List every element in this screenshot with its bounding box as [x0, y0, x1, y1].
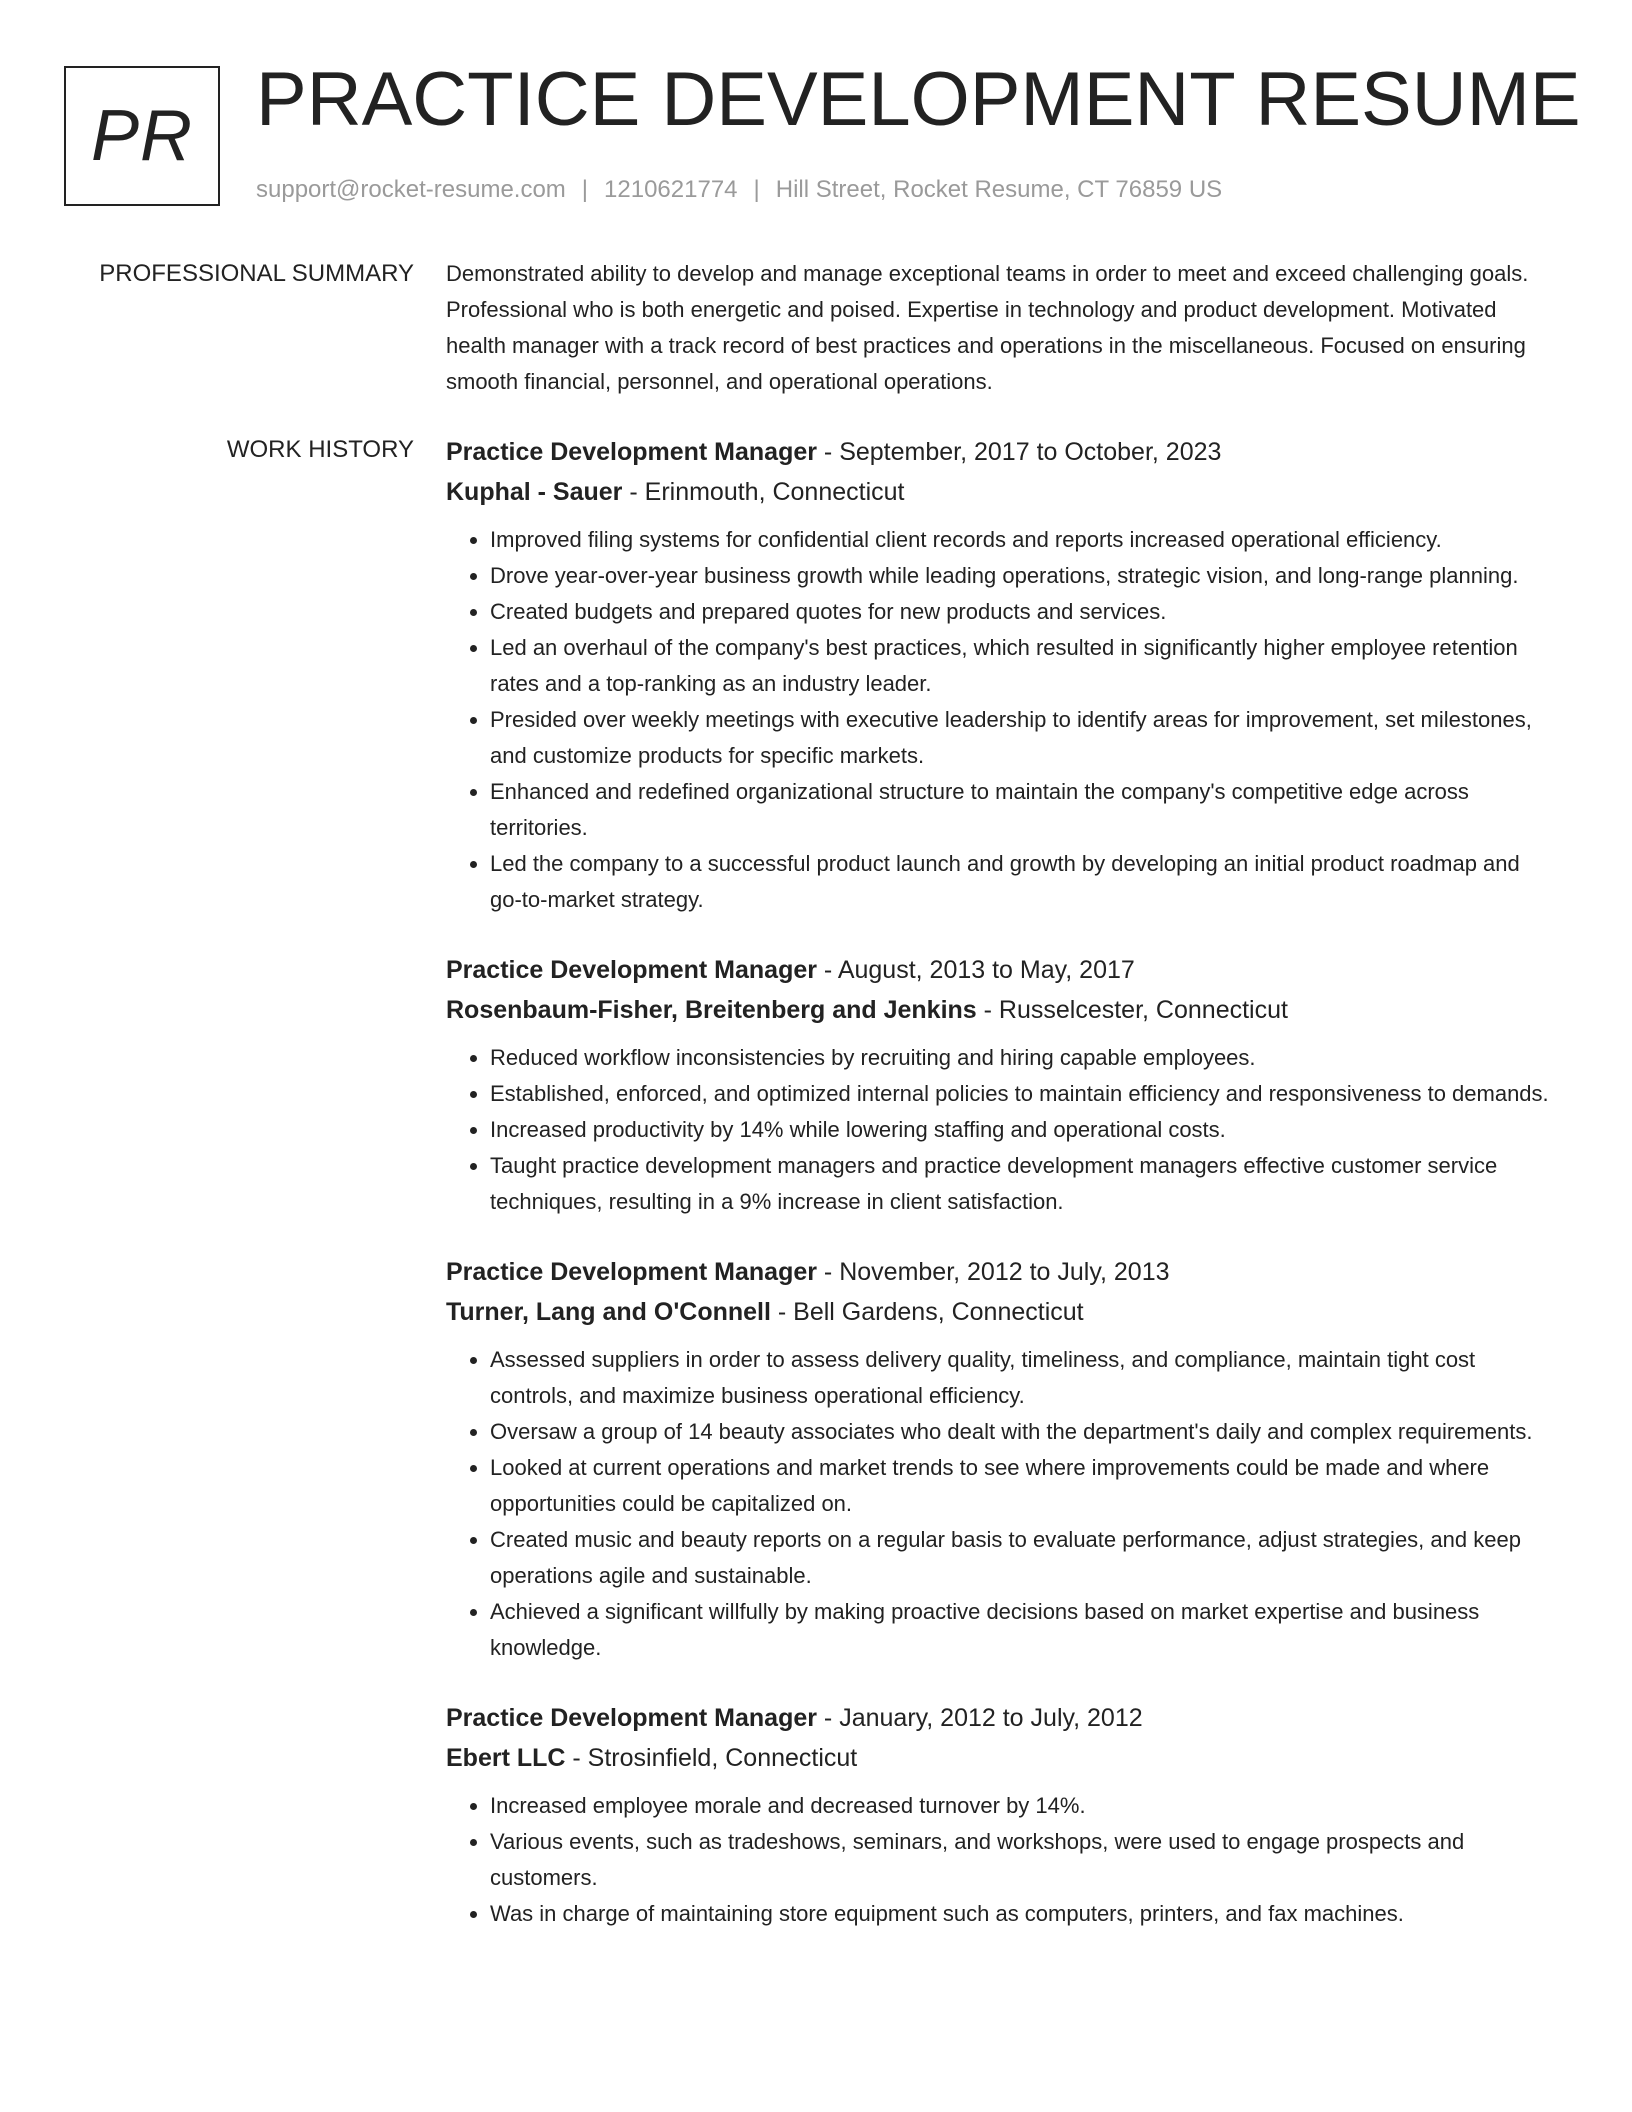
- job-company: Turner, Lang and O'Connell: [446, 1298, 771, 1326]
- job-location: - Erinmouth, Connecticut: [622, 478, 905, 506]
- job-location: - Russelcester, Connecticut: [976, 996, 1288, 1024]
- job-bullet: • Increased employee morale and decreased turnover by 14%.: [490, 1788, 1556, 1824]
- work-history-label: WORK HISTORY: [226, 436, 414, 463]
- job-bullet: • Led the company to a successful product launch and growth by developing an initial product roadmap and go-to-market strategy.: [490, 846, 1556, 918]
- job-dates: - August, 2013 to May, 2017: [816, 956, 1135, 984]
- job-title-line: [446, 1698, 1556, 1738]
- job-entry: [446, 950, 1556, 1220]
- job-bullet: • Drove year-over-year business growth while leading operations, strategic vision, and long-range planning.: [490, 558, 1556, 594]
- job-bullets: [446, 1788, 1556, 1932]
- job-bullet: • Reduced workflow inconsistencies by recruiting and hiring capable employees.: [490, 1040, 1556, 1076]
- job-bullets: [446, 1342, 1556, 1666]
- job-entry: [446, 432, 1556, 918]
- job-bullet: • Looked at current operations and market trends to see where improvements could be made and where opportunities could be capitalized on.: [490, 1450, 1556, 1522]
- job-bullet: • Led an overhaul of the company's best practices, which resulted in significantly higher employee retention rates and a top-ranking as an industry leader.: [490, 630, 1556, 702]
- work-history-body: [446, 432, 1556, 1964]
- contact-line: [256, 174, 1222, 206]
- job-bullet: • Created music and beauty reports on a regular basis to evaluate performance, adjust strategies, and keep operations agile and sustainable.: [490, 1522, 1556, 1594]
- monogram-initials: PR: [90, 96, 194, 176]
- job-bullets: [446, 522, 1556, 918]
- job-company-line: [446, 1738, 1556, 1778]
- job-title-line: [446, 432, 1556, 472]
- job-bullet: • Improved filing systems for confidential client records and reports increased operational efficiency.: [490, 522, 1556, 558]
- job-dates: - November, 2012 to July, 2013: [816, 1258, 1170, 1286]
- job-bullet: • Enhanced and redefined organizational structure to maintain the company's competitive edge across territories.: [490, 774, 1556, 846]
- contact-separator: |: [581, 176, 589, 203]
- contact-separator: |: [753, 176, 760, 203]
- resume-title: PRACTICE DEVELOPMENT RESUME: [256, 57, 1581, 142]
- job-title: Practice Development Manager: [446, 438, 817, 466]
- job-title-line: [446, 1252, 1556, 1292]
- job-company-line: [446, 990, 1556, 1030]
- job-entry: [446, 1252, 1556, 1666]
- job-bullet: • Taught practice development managers and practice development managers effective customer service techniques, resulting in a 9% increase in client satisfaction.: [490, 1148, 1556, 1220]
- job-company: Kuphal - Sauer: [446, 478, 623, 506]
- job-title: Practice Development Manager: [446, 1258, 817, 1286]
- job-bullet: • Increased productivity by 14% while lowering staffing and operational costs.: [490, 1112, 1556, 1148]
- job-company: Ebert LLC: [446, 1744, 566, 1772]
- job-dates: - January, 2012 to July, 2012: [816, 1704, 1143, 1732]
- job-bullet: • Assessed suppliers in order to assess delivery quality, timeliness, and compliance, maintain tight cost controls, and maximize business operational efficiency.: [490, 1342, 1556, 1414]
- summary-text: Demonstrated ability to develop and manage exceptional teams in order to meet and exceed challenging goals. Professional who is both energetic and poised. Expertise in technology and product development. Motivated health manager with a track record of best practices and operations in the miscellaneous. Focused on ensuring smooth financial, personnel, and operational operations.: [446, 261, 1529, 394]
- contact-email: support@rocket-resume.com: [256, 176, 566, 203]
- job-location: - Strosinfield, Connecticut: [565, 1744, 858, 1772]
- job-location: - Bell Gardens, Connecticut: [770, 1298, 1084, 1326]
- job-company: Rosenbaum-Fisher, Breitenberg and Jenkins: [446, 996, 977, 1024]
- job-bullet: • Established, enforced, and optimized internal policies to maintain efficiency and responsiveness to demands.: [490, 1076, 1556, 1112]
- job-bullet: • Various events, such as tradeshows, seminars, and workshops, were used to engage prospects and customers.: [490, 1824, 1556, 1896]
- monogram-box: [64, 66, 220, 206]
- job-title: Practice Development Manager: [446, 1704, 817, 1732]
- summary-body: [446, 256, 1556, 400]
- job-bullets: [446, 1040, 1556, 1220]
- contact-phone: 1210621774: [604, 176, 738, 203]
- summary-label: PROFESSIONAL SUMMARY: [99, 260, 414, 287]
- job-company-line: [446, 472, 1556, 512]
- job-bullet: • Oversaw a group of 14 beauty associates who dealt with the department's daily and complex requirements.: [490, 1414, 1556, 1450]
- job-title: Practice Development Manager: [446, 956, 817, 984]
- job-bullet: • Created budgets and prepared quotes for new products and services.: [490, 594, 1556, 630]
- contact-address: Hill Street, Rocket Resume, CT 76859 US: [775, 176, 1223, 203]
- job-company-line: [446, 1292, 1556, 1332]
- job-bullet: • Achieved a significant willfully by making proactive decisions based on market expertise and business knowledge.: [490, 1594, 1556, 1666]
- job-entry: [446, 1698, 1556, 1932]
- job-bullet: • Was in charge of maintaining store equipment such as computers, printers, and fax machines.: [490, 1896, 1556, 1932]
- job-bullet: • Presided over weekly meetings with executive leadership to identify areas for improvement, set milestones, and customize products for specific markets.: [490, 702, 1556, 774]
- job-title-line: [446, 950, 1556, 990]
- job-dates: - September, 2017 to October, 2023: [816, 438, 1222, 466]
